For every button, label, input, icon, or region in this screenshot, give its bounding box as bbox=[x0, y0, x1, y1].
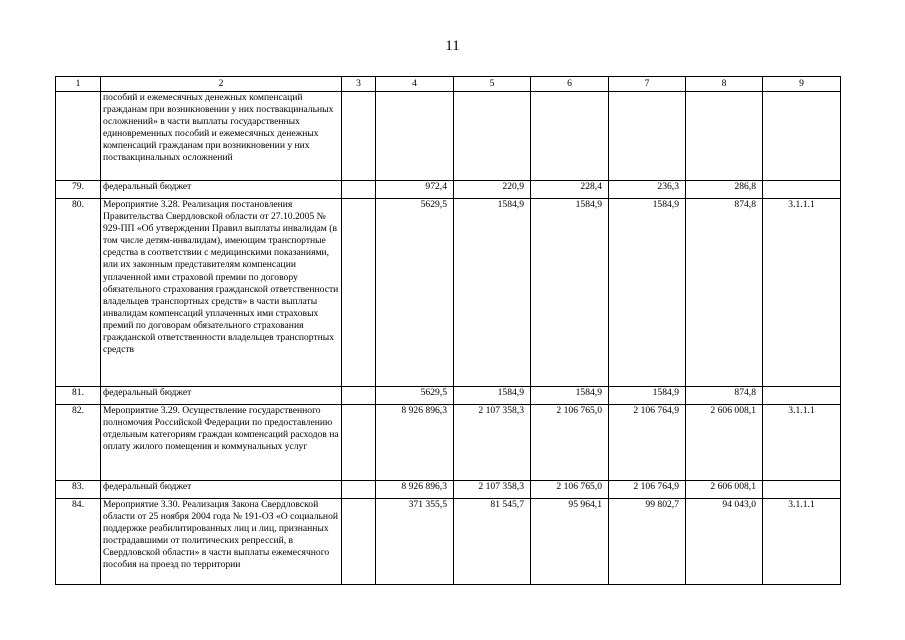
cell-col6: 2 106 765,0 bbox=[531, 405, 609, 481]
cell-col4: 972,4 bbox=[376, 181, 454, 199]
cell-col9 bbox=[763, 181, 841, 199]
page-number: 11 bbox=[445, 38, 460, 54]
cell-col9 bbox=[763, 387, 841, 405]
row-number bbox=[56, 92, 101, 181]
cell-col4: 8 926 896,3 bbox=[376, 481, 454, 499]
cell-col5 bbox=[454, 92, 531, 181]
cell-col7: 2 106 764,9 bbox=[609, 481, 686, 499]
cell-col9: 3.1.1.1 bbox=[763, 405, 841, 481]
cell-col9 bbox=[763, 92, 841, 181]
cell-col8: 94 043,0 bbox=[686, 499, 763, 585]
cell-col6: 2 106 765,0 bbox=[531, 481, 609, 499]
row-description: федеральный бюджет bbox=[101, 181, 342, 199]
row-description: федеральный бюджет bbox=[101, 387, 342, 405]
row-description: пособий и ежемесячных денежных компенсаций гражданам при возникновении у них поствакцинальных осложнений» в части выплаты государственных единовременных пособий и ежемесячных денежных компенсаций гражданам при возникновении у них поствакцинальных осложнений bbox=[101, 92, 342, 181]
cell-col5: 2 107 358,3 bbox=[454, 405, 531, 481]
row-number: 83. bbox=[56, 481, 101, 499]
cell-col8: 874,8 bbox=[686, 387, 763, 405]
cell-col5: 2 107 358,3 bbox=[454, 481, 531, 499]
header-row bbox=[56, 77, 841, 92]
table-row bbox=[56, 92, 841, 181]
table-row bbox=[56, 405, 841, 481]
cell-col5: 1584,9 bbox=[454, 199, 531, 387]
cell-col6: 228,4 bbox=[531, 181, 609, 199]
column-header: 3 bbox=[342, 77, 376, 92]
cell-col7: 99 802,7 bbox=[609, 499, 686, 585]
cell-col6: 1584,9 bbox=[531, 387, 609, 405]
cell-col7: 236,3 bbox=[609, 181, 686, 199]
cell-col5: 220,9 bbox=[454, 181, 531, 199]
table-row bbox=[56, 181, 841, 199]
row-description: Мероприятие 3.30. Реализация Закона Свердловской области от 25 ноября 2004 года № 191-ОЗ «О социальной поддержке реабилитированных лиц и лиц, признанных пострадавшими от политических репрессий, в Свердловской области» в части выплаты ежемесячного пособия на проезд по территории bbox=[101, 499, 342, 585]
cell-col3 bbox=[342, 181, 376, 199]
cell-col3 bbox=[342, 405, 376, 481]
cell-col7: 2 106 764,9 bbox=[609, 405, 686, 481]
table-body bbox=[56, 92, 841, 585]
table-row bbox=[56, 387, 841, 405]
row-description: Мероприятие 3.29. Осуществление государственного полномочия Российской Федерации по предоставлению отдельным категориям граждан компенсаций расходов на оплату жилого помещения и коммунальных услуг bbox=[101, 405, 342, 481]
cell-col4 bbox=[376, 92, 454, 181]
cell-col3 bbox=[342, 499, 376, 585]
cell-col6: 1584,9 bbox=[531, 199, 609, 387]
cell-col8: 2 606 008,1 bbox=[686, 405, 763, 481]
cell-col7: 1584,9 bbox=[609, 387, 686, 405]
cell-col4: 5629,5 bbox=[376, 387, 454, 405]
column-header: 8 bbox=[686, 77, 763, 92]
table-row bbox=[56, 499, 841, 585]
column-header: 1 bbox=[56, 77, 101, 92]
row-number: 84. bbox=[56, 499, 101, 585]
cell-col3 bbox=[342, 387, 376, 405]
cell-col4: 5629,5 bbox=[376, 199, 454, 387]
cell-col6: 95 964,1 bbox=[531, 499, 609, 585]
cell-col8: 874,8 bbox=[686, 199, 763, 387]
column-header: 2 bbox=[101, 77, 342, 92]
row-number: 79. bbox=[56, 181, 101, 199]
cell-col6 bbox=[531, 92, 609, 181]
cell-col5: 81 545,7 bbox=[454, 499, 531, 585]
column-header: 5 bbox=[454, 77, 531, 92]
cell-col9: 3.1.1.1 bbox=[763, 199, 841, 387]
cell-col5: 1584,9 bbox=[454, 387, 531, 405]
row-description: федеральный бюджет bbox=[101, 481, 342, 499]
cell-col9 bbox=[763, 481, 841, 499]
budget-table bbox=[55, 76, 841, 585]
column-header: 7 bbox=[609, 77, 686, 92]
row-number: 81. bbox=[56, 387, 101, 405]
cell-col3 bbox=[342, 481, 376, 499]
column-header: 4 bbox=[376, 77, 454, 92]
cell-col9: 3.1.1.1 bbox=[763, 499, 841, 585]
cell-col4: 371 355,5 bbox=[376, 499, 454, 585]
cell-col8 bbox=[686, 92, 763, 181]
cell-col7 bbox=[609, 92, 686, 181]
row-description: Мероприятие 3.28. Реализация постановления Правительства Свердловской области от 27.10.2005 № 929-ПП «Об утверждении Правил выплаты инвалидам (в том числе детям-инвалидам), имеющим транспортные средства в соответствии с медицинскими показаниями, или их законным представителям компенсации уплаченной ими страховой премии по договору обязательного страхования гражданской ответственности владельцев транспортных средств» в части выплаты инвалидам компенсаций уплаченных ими страховых премий по договорам обязательного страхования гражданской ответственности владельцев транспортных средств bbox=[101, 199, 342, 387]
cell-col7: 1584,9 bbox=[609, 199, 686, 387]
cell-col3 bbox=[342, 199, 376, 387]
column-header: 9 bbox=[763, 77, 841, 92]
table-row bbox=[56, 199, 841, 387]
cell-col8: 286,8 bbox=[686, 181, 763, 199]
column-header: 6 bbox=[531, 77, 609, 92]
row-number: 82. bbox=[56, 405, 101, 481]
cell-col8: 2 606 008,1 bbox=[686, 481, 763, 499]
table-row bbox=[56, 481, 841, 499]
cell-col4: 8 926 896,3 bbox=[376, 405, 454, 481]
cell-col3 bbox=[342, 92, 376, 181]
row-number: 80. bbox=[56, 199, 101, 387]
